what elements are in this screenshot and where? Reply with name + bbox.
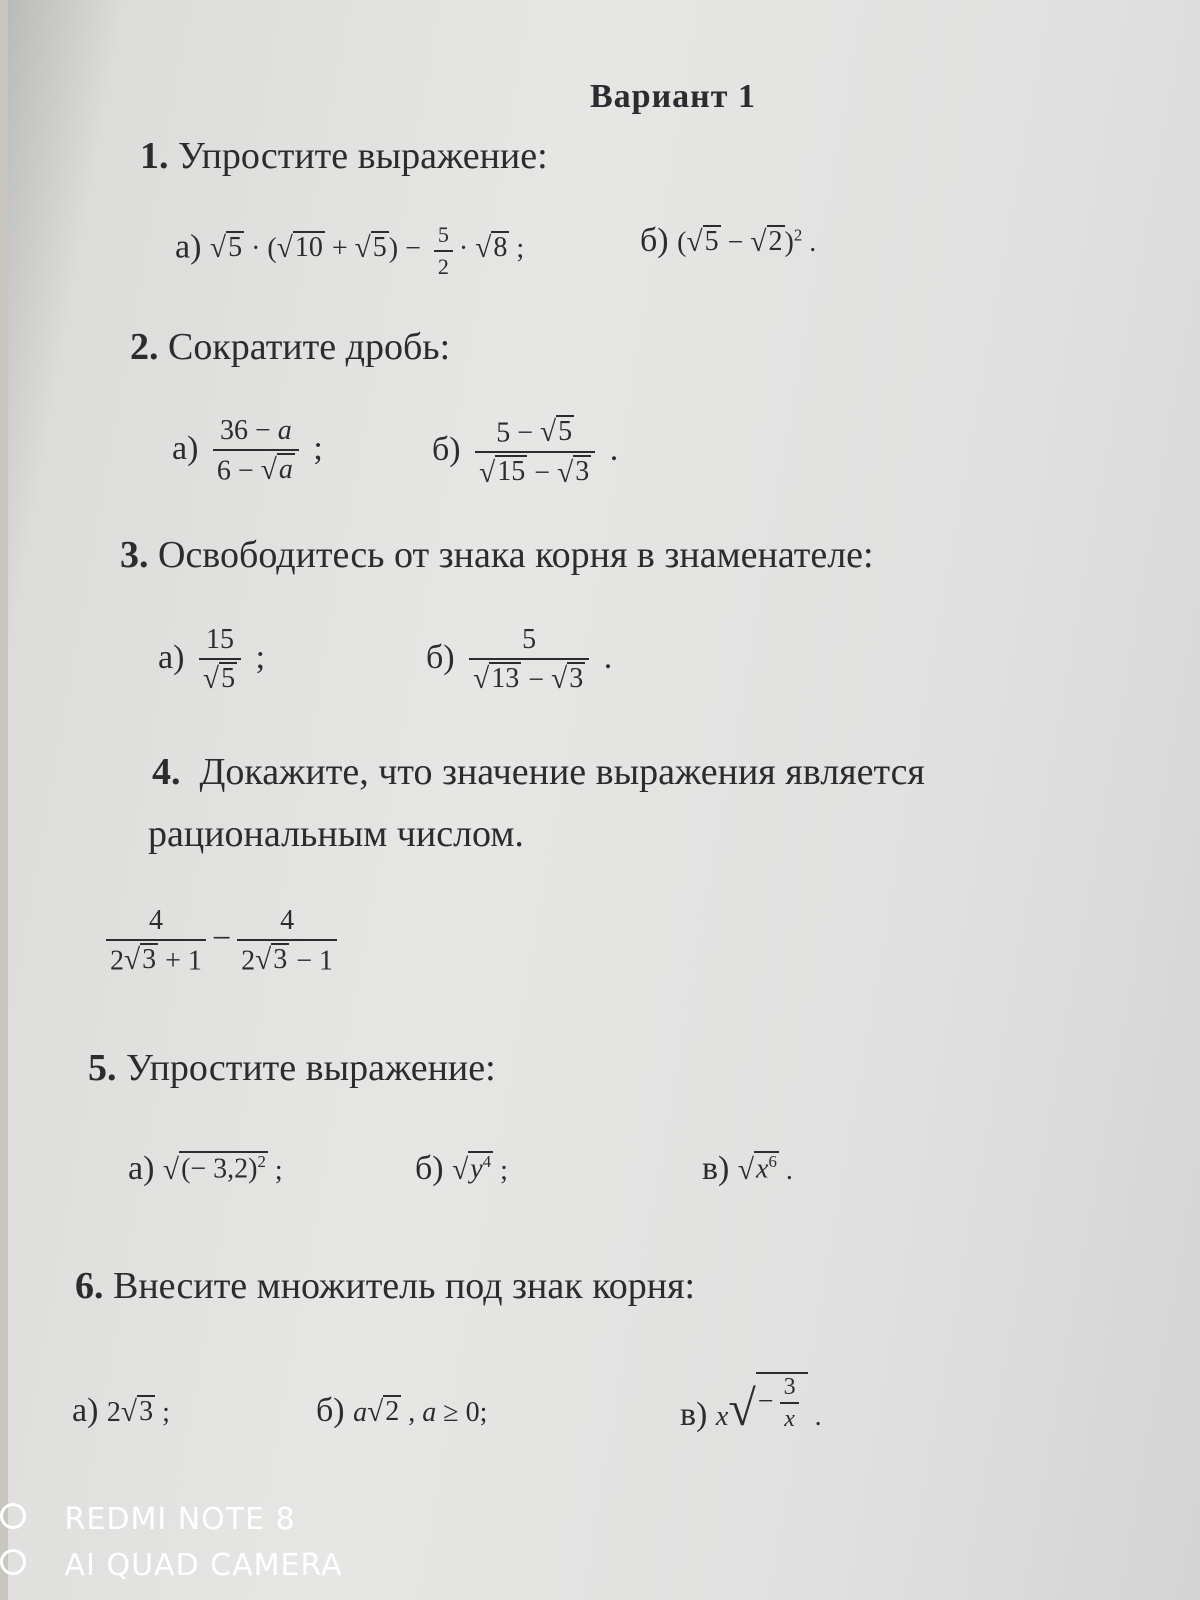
math-expression: a √ 2 , a ≥ 0;	[353, 1395, 488, 1428]
item-label: б)	[640, 222, 669, 259]
task-2-a: а) 36 − a 6 − √ a ;	[172, 415, 323, 487]
task-number: 4.	[152, 751, 181, 793]
item-label: б)	[432, 431, 461, 469]
task-number: 2.	[130, 326, 159, 368]
task-text: Внесите множитель под знак корня:	[113, 1265, 696, 1307]
task-1-b	[640, 222, 816, 260]
math-fraction: 15 √ 5	[199, 624, 241, 696]
item-label: а)	[158, 638, 185, 676]
task-text: Упростите выражение:	[126, 1047, 496, 1089]
task-text: Освободитесь от знака корня в знаменателе:	[158, 534, 874, 576]
math-fraction: 5 − √ 5 √ 15 − √ 3	[475, 415, 595, 490]
math-fraction: 4 2 √ 3 + 1	[106, 905, 206, 977]
math-expression: x √ − $\frac{3}{x}$ .	[715, 1374, 822, 1436]
task-1-a	[175, 222, 524, 280]
task-6-a	[72, 1392, 170, 1430]
task-5-heading	[88, 1046, 496, 1090]
circle-icon	[0, 1503, 26, 1529]
task-text: Упростите выражение:	[178, 135, 548, 177]
math-expression: ( √ 5 − √ 2 )$^2$ .	[677, 225, 817, 258]
task-5-a	[128, 1150, 283, 1188]
task-6-heading	[75, 1264, 695, 1308]
item-label: а)	[72, 1392, 99, 1429]
math-expression: 2 √ 3 ;	[106, 1395, 170, 1428]
task-number: 3.	[120, 534, 149, 576]
math-expression: √ 5 · ( √ 10 + √ 5 ) − $\frac{5}{2}$ · √ 8 ;	[209, 222, 525, 279]
item-label: а)	[128, 1150, 155, 1187]
task-4-heading-line2: рациональным числом.	[148, 813, 524, 855]
task-5-b	[415, 1150, 508, 1188]
task-number: 5.	[88, 1047, 117, 1089]
camera-watermark-line1	[0, 1502, 296, 1537]
task-2-heading	[130, 325, 450, 369]
task-4-expression: 4 2 √ 3 + 1 − 4 2 √ 3 − 1	[100, 905, 343, 977]
math-expression: √ $x^6$ .	[737, 1152, 793, 1186]
math-fraction: 5 √ 13 − √ 3	[469, 624, 589, 696]
task-6-b	[316, 1392, 487, 1430]
task-3-b: б) 5 √ 13 − √ 3 .	[426, 624, 613, 696]
math-fraction: 36 − a 6 − √ a	[213, 415, 299, 487]
task-number: 1.	[140, 135, 169, 177]
variant-title: Вариант 1	[590, 78, 756, 115]
task-6-v	[680, 1372, 822, 1434]
task-4-heading	[152, 750, 925, 794]
circle-icon	[0, 1549, 26, 1575]
task-3-a: а) 15 √ 5 ;	[158, 624, 266, 696]
item-label: б)	[415, 1150, 444, 1187]
task-2-b: б) 5 − √ 5 √ 15 − √ 3 .	[432, 416, 619, 489]
item-label: б)	[316, 1392, 345, 1429]
math-expression: √ (− 3,2)$^2$ ;	[162, 1152, 283, 1186]
item-label: в)	[702, 1150, 730, 1187]
task-text: Сократите дробь:	[168, 326, 451, 368]
task-1-heading	[140, 134, 548, 178]
math-fraction: 4 2 √ 3 − 1	[237, 905, 337, 977]
task-text: Докажите, что значение выражения является	[199, 751, 925, 793]
camera-watermark-line2	[0, 1548, 343, 1583]
task-5-v	[702, 1150, 793, 1188]
math-expression: √ $y^4$ ;	[452, 1152, 508, 1186]
item-label: а)	[175, 228, 202, 266]
item-label: б)	[426, 638, 455, 676]
task-number: 6.	[75, 1265, 104, 1307]
item-label: а)	[172, 429, 199, 467]
task-3-heading	[120, 533, 874, 577]
watermark-text: AI QUAD CAMERA	[64, 1548, 343, 1583]
watermark-text: REDMI NOTE 8	[64, 1502, 296, 1537]
item-label: в)	[680, 1395, 708, 1433]
